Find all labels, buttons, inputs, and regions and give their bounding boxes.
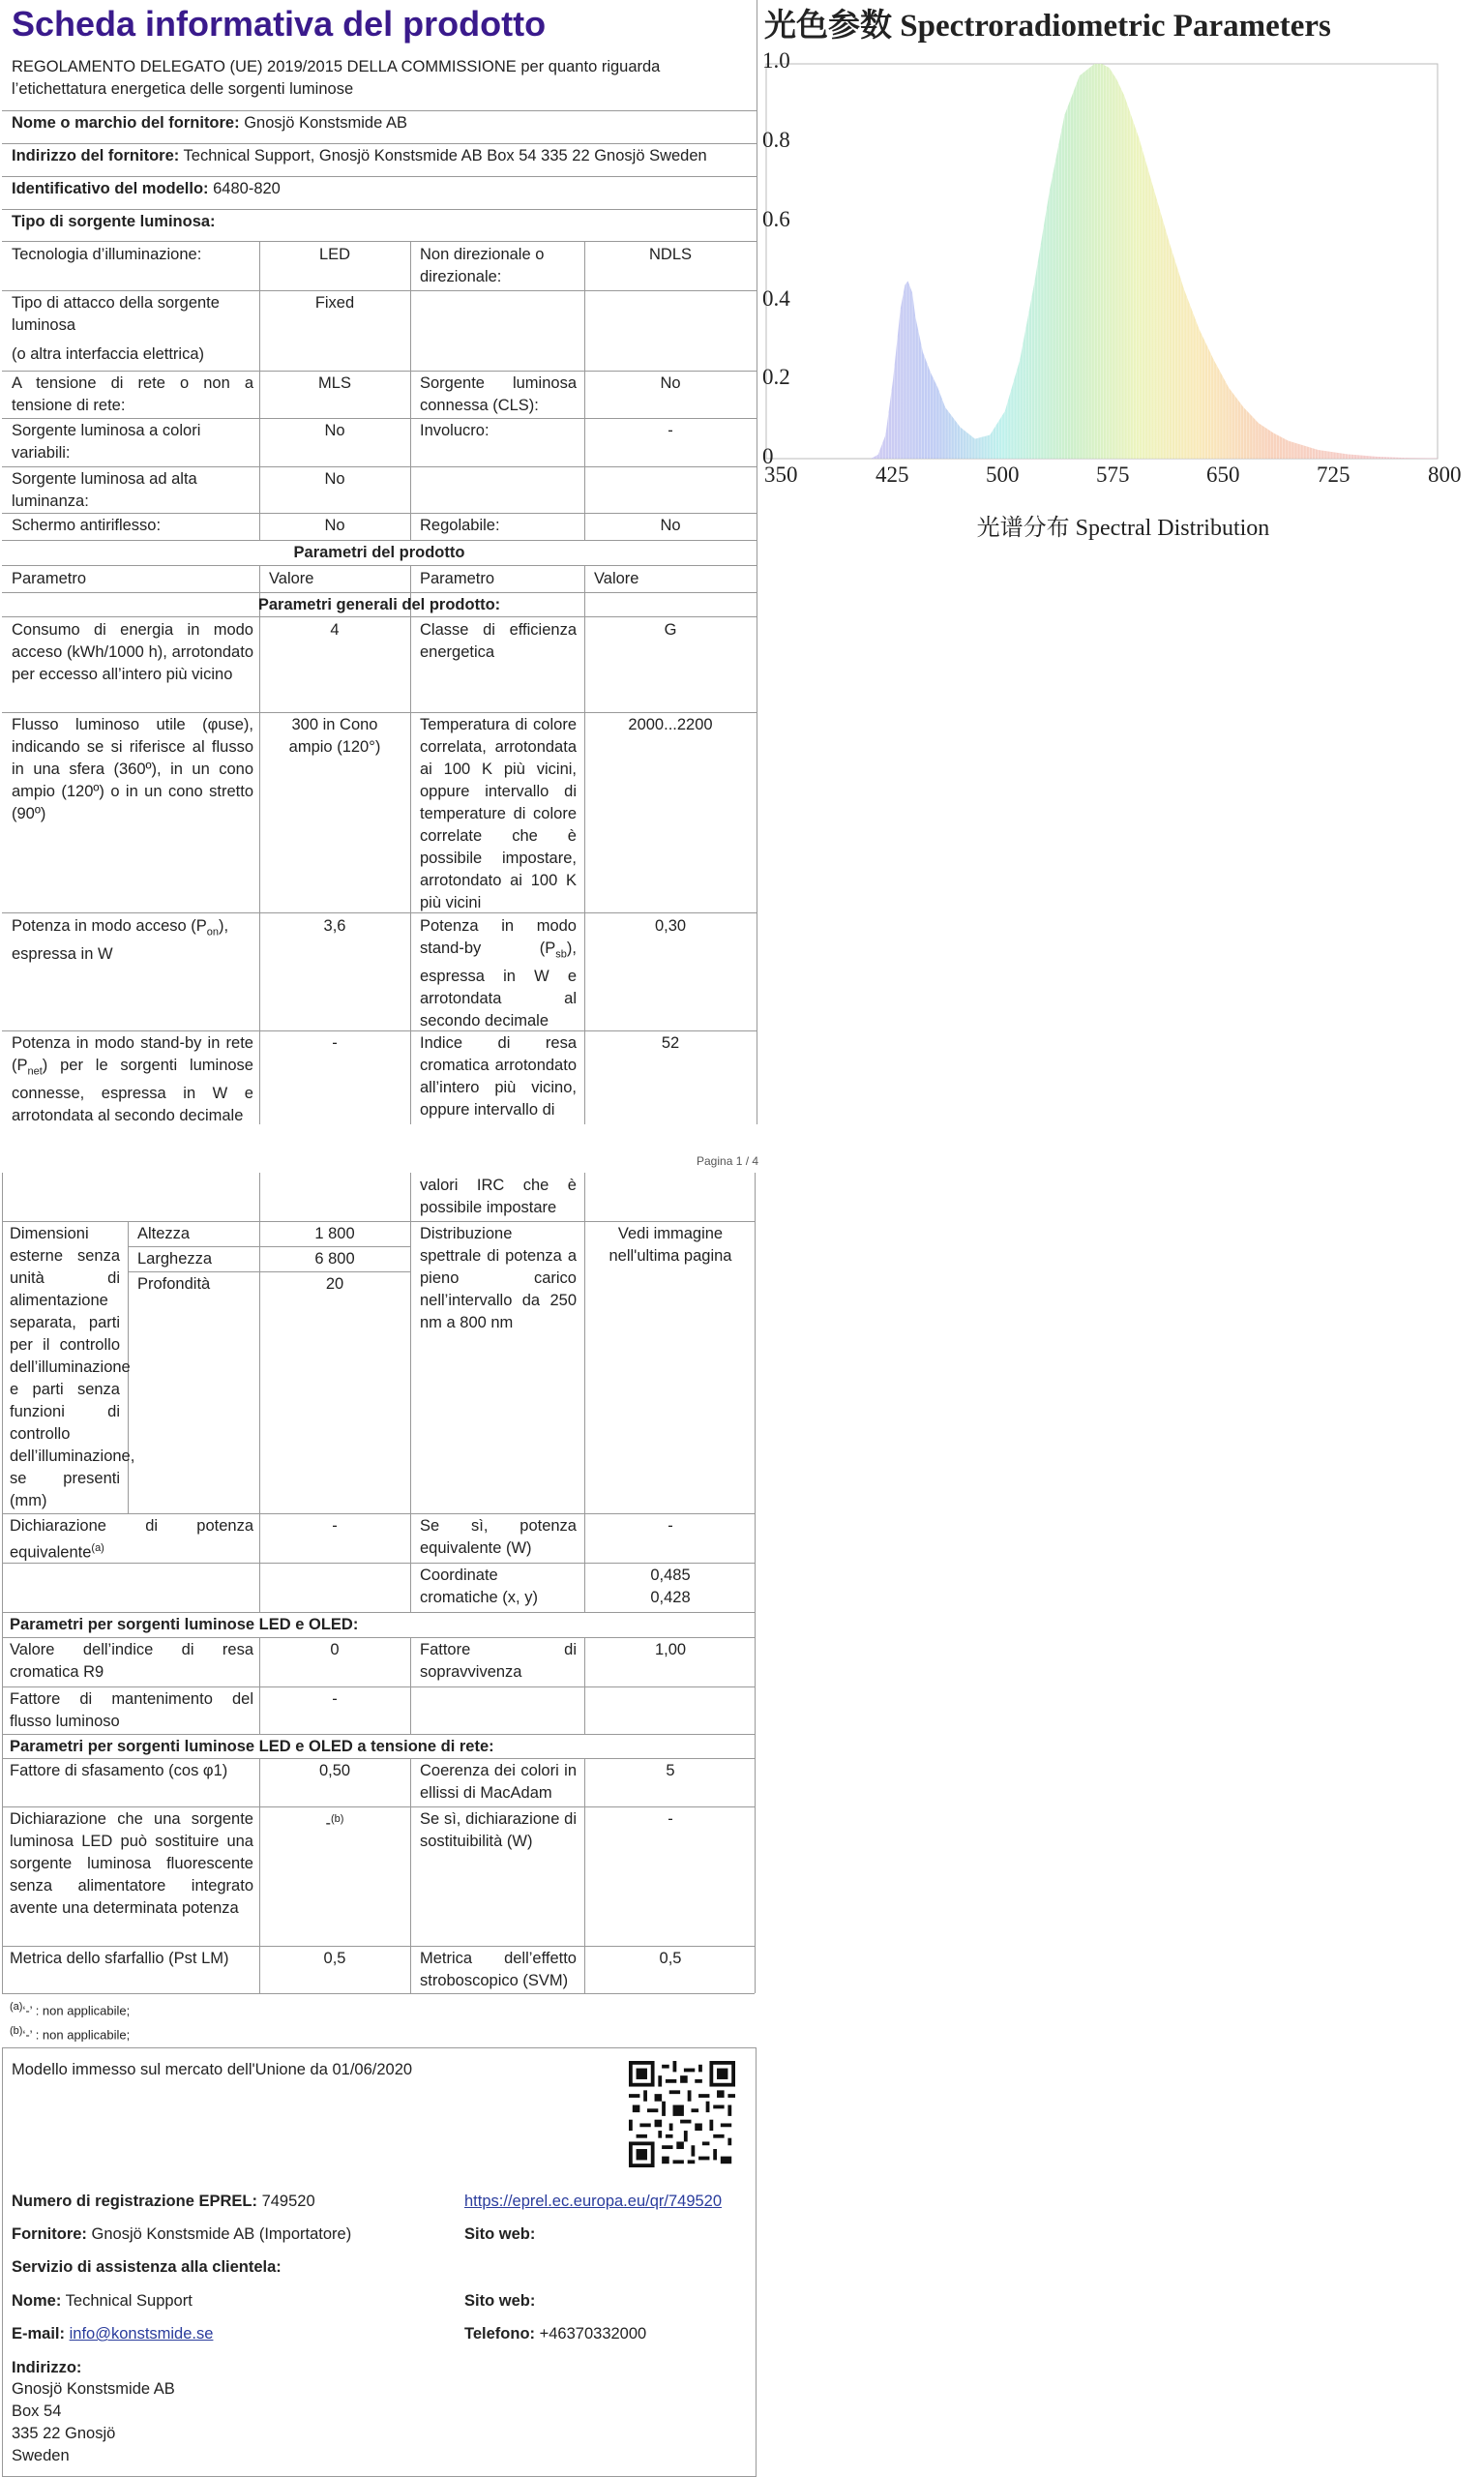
- maintenance-label: Fattore di mantenimento del flusso luminoso: [10, 1690, 253, 1730]
- supplier-address-value: Technical Support, Gnosjö Konstsmide AB Box 54 335 22 Gnosjö Sweden: [183, 147, 707, 164]
- chart-title: 光色参数 Spectroradiometric Parameters: [764, 9, 1331, 44]
- cap-label: Tipo di attacco della sorgente luminosa: [12, 294, 220, 334]
- contact-name-row: [12, 2290, 193, 2313]
- supplier-row: [12, 2223, 351, 2246]
- y-tick-0.4: 0.4: [762, 286, 790, 311]
- high-luminance-value: No: [324, 470, 345, 488]
- on-power-value: 3,6: [323, 917, 346, 935]
- colour-label: Sorgente luminosa a colori variabili:: [12, 422, 201, 462]
- macadam-value: 5: [666, 1762, 675, 1779]
- y-tick-0.2: 0.2: [762, 365, 790, 389]
- width-value: 6 800: [314, 1250, 355, 1268]
- replacement-value: -$^{(b)}$: [325, 1813, 344, 1833]
- r9-value: 0: [330, 1641, 340, 1658]
- supplier-name-value: Gnosjö Konstsmide AB: [244, 114, 407, 132]
- cap-value: Fixed: [314, 294, 355, 312]
- email-label: E-mail:: [12, 2325, 66, 2343]
- survival-label: Fattore di sopravvivenza: [420, 1641, 577, 1681]
- maintenance-value: -: [332, 1690, 338, 1708]
- mains-value: MLS: [318, 374, 351, 392]
- high-luminance-label: Sorgente luminosa ad alta luminanza:: [12, 470, 197, 510]
- x-tick-800: 800: [1428, 463, 1462, 487]
- address-line-1: Gnosjö Konstsmide AB: [12, 2380, 175, 2398]
- flicker-value: 0,5: [323, 1950, 346, 1967]
- tech-value: LED: [318, 246, 351, 263]
- dimmable-label: Regolabile:: [420, 517, 500, 534]
- chromaticity-label: Coordinate cromatiche (x, y): [420, 1567, 538, 1606]
- flicker-label: Metrica dello sfarfallio (Pst LM): [10, 1950, 229, 1967]
- tech-label: Tecnologia d’illuminazione:: [12, 246, 202, 263]
- cri-label-continued: valori IRC che è possibile impostare: [420, 1177, 577, 1216]
- cap-label-note: (o altra interfaccia elettrica): [12, 345, 204, 363]
- cri-label: Indice di resa cromatica arrotondato all’intero più vicino, oppure intervallo di: [420, 1034, 577, 1119]
- replacement-label: Dichiarazione che una sorgente luminosa LED può sostituire una sorgente luminosa fluorescente senza alimentatore integrato avente una determinata potenza: [10, 1810, 253, 1917]
- cls-label: Sorgente luminosa connessa (CLS):: [420, 374, 577, 414]
- phone-value: +46370332000: [539, 2325, 647, 2343]
- y-tick-0: 0: [762, 444, 774, 468]
- market-date: Modello immesso sul mercato dell'Unione da 01/06/2020: [12, 2061, 413, 2078]
- col-header-value-2: Valore: [594, 570, 639, 587]
- glare-label: Schermo antiriflesso:: [12, 517, 162, 534]
- supplier-address-label: Indirizzo del fornitore:: [12, 147, 180, 164]
- x-tick-650: 650: [1206, 463, 1240, 487]
- email-link[interactable]: info@konstsmide.se: [69, 2325, 214, 2343]
- equivalent-power-value: -: [668, 1517, 673, 1535]
- directional-value: NDLS: [648, 246, 692, 263]
- model-value: 6480-820: [213, 180, 281, 197]
- supplier-name-label: Nome o marchio del fornitore:: [12, 114, 240, 132]
- glare-value: No: [324, 517, 345, 534]
- regulation-subtitle: REGOLAMENTO DELEGATO (UE) 2019/2015 DELLA COMMISSIONE per quanto riguarda l’etichettatura energetica delle sorgenti luminose: [12, 58, 661, 98]
- product-sheet-page-1: [2, 0, 757, 1124]
- flux-label: Flusso luminoso utile (φuse), indicando se si riferisce al flusso in una sfera (360º), in un cono ampio (120º) o in un cono stretto (90º): [12, 716, 253, 822]
- networked-standby-label: Potenza in modo stand-by in rete $(P_{net})$ per le sorgenti luminose connesse, espressa in W e arrotondata al secondo decimale: [12, 1034, 253, 1124]
- colour-value: No: [324, 422, 345, 439]
- contact-name-value: Technical Support: [65, 2292, 193, 2310]
- standby-power-label: Potenza in modo stand-by $(P_{sb})$, espressa in W e arrotondata al secondo decimale: [420, 917, 577, 1030]
- cls-value: No: [660, 374, 681, 392]
- spectral-chart: [762, 0, 1484, 552]
- page-title: Scheda informativa del prodotto: [12, 4, 547, 44]
- y-tick-0.8: 0.8: [762, 128, 790, 152]
- eprel-link[interactable]: https://eprel.ec.europa.eu/qr/749520: [464, 2193, 723, 2210]
- phone-label: Telefono:: [464, 2325, 536, 2343]
- website-label: Sito web:: [464, 2225, 536, 2243]
- phone-row: [464, 2323, 646, 2345]
- width-label: Larghezza: [137, 1250, 213, 1268]
- height-value: 1 800: [314, 1225, 355, 1242]
- mains-label: A tensione di rete o non a tensione di rete:: [12, 374, 253, 414]
- qr-code-icon: [629, 2061, 735, 2167]
- y-tick-0.6: 0.6: [762, 207, 790, 231]
- power-factor-value: 0,50: [318, 1762, 351, 1779]
- macadam-label: Coerenza dei colori in ellissi di MacAdam: [420, 1762, 577, 1802]
- email-row: [12, 2323, 213, 2345]
- depth-value: 20: [325, 1275, 344, 1293]
- customer-service-title: Servizio di assistenza alla clientela:: [12, 2258, 282, 2276]
- dimmable-value: No: [660, 517, 681, 534]
- replacement-watt-label: Se sì, dichiarazione di sostituibilità (W): [420, 1810, 577, 1850]
- supplier-label: Fornitore:: [12, 2225, 87, 2243]
- website-label-2: Sito web:: [464, 2292, 536, 2310]
- page-number: Pagina 1 / 4: [697, 1154, 759, 1168]
- equivalence-value: -: [332, 1517, 338, 1535]
- address-line-4: Sweden: [12, 2447, 70, 2464]
- eprel-row: [12, 2191, 315, 2213]
- contact-name-label: Nome:: [12, 2292, 62, 2310]
- energy-class-label: Classe di efficienza energetica: [420, 621, 577, 661]
- eprel-value: 749520: [261, 2193, 315, 2210]
- x-tick-575: 575: [1096, 463, 1130, 487]
- replacement-watt-value: -: [668, 1810, 673, 1828]
- equivalent-power-label: Se sì, potenza equivalente (W): [420, 1517, 577, 1557]
- r9-label: Valore dell’indice di resa cromatica R9: [10, 1641, 253, 1681]
- envelope-label: Involucro:: [420, 422, 490, 439]
- col-header-param-2: Parametro: [420, 570, 495, 587]
- address-line-2: Box 54: [12, 2402, 62, 2420]
- eprel-label: Numero di registrazione EPREL:: [12, 2193, 257, 2210]
- on-power-label: Potenza in modo acceso $(P_{on})$, espressa in W: [12, 917, 229, 964]
- spectrum-lines: [874, 64, 1405, 459]
- spectral-plot: [762, 0, 1484, 503]
- led-params-title: Parametri per sorgenti luminose LED e OLED:: [10, 1616, 359, 1633]
- address-label: Indirizzo:: [12, 2359, 82, 2376]
- product-params-title: Parametri del prodotto: [293, 544, 465, 561]
- survival-value: 1,00: [654, 1641, 687, 1658]
- stroboscopic-label: Metrica dell’effetto stroboscopico (SVM): [420, 1950, 577, 1989]
- flux-value: 300 in Cono ampio (120°): [288, 716, 381, 756]
- cri-value: 52: [661, 1034, 680, 1052]
- envelope-value: -: [668, 422, 673, 439]
- cct-value: 2000...2200: [628, 716, 713, 733]
- chromaticity-y: 0,428: [650, 1589, 691, 1606]
- standby-power-value: 0,30: [654, 917, 687, 935]
- spd-value: Vedi immagine nell'ultima pagina: [608, 1225, 732, 1265]
- networked-standby-value: -: [332, 1034, 338, 1052]
- model-label: Identificativo del modello:: [12, 180, 209, 197]
- depth-label: Profondità: [137, 1275, 211, 1293]
- x-tick-725: 725: [1317, 463, 1350, 487]
- energy-class-value: G: [664, 621, 677, 639]
- supplier-address-row: [12, 145, 707, 167]
- dimensions-label: Dimensioni esterne senza unità di alimentazione separata, parti per il controllo dell’illuminazione e parti senza funzioni di controllo dell’illuminazione, se presenti (mm): [10, 1225, 135, 1509]
- consumption-label: Consumo di energia in modo acceso (kWh/1000 h), arrotondato per eccesso all’intero più vicino: [12, 621, 253, 683]
- y-tick-1.0: 1.0: [762, 48, 790, 73]
- x-tick-500: 500: [986, 463, 1020, 487]
- address-line-3: 335 22 Gnosjö: [12, 2425, 116, 2442]
- col-header-value-1: Valore: [269, 570, 314, 587]
- stroboscopic-value: 0,5: [659, 1950, 682, 1967]
- consumption-value: 4: [330, 621, 340, 639]
- x-axis-label: 光谱分布 Spectral Distribution: [976, 516, 1270, 541]
- supplier-name-row: [12, 112, 407, 134]
- led-mains-title: Parametri per sorgenti luminose LED e OLED a tensione di rete:: [10, 1738, 494, 1755]
- chromaticity-x: 0,485: [650, 1567, 691, 1584]
- supplier-value: Gnosjö Konstsmide AB (Importatore): [91, 2225, 352, 2243]
- x-tick-425: 425: [876, 463, 909, 487]
- equivalence-label: Dichiarazione di potenza equivalente$^{(a)}$: [10, 1517, 253, 1562]
- power-factor-label: Fattore di sfasamento (cos φ1): [10, 1762, 228, 1779]
- light-source-type-label: Tipo di sorgente luminosa:: [12, 213, 216, 230]
- directional-label: Non direzionale o direzionale:: [420, 246, 545, 285]
- spd-label: Distribuzione spettrale di potenza a pieno carico nell’intervallo da 250 nm a 800 nm: [420, 1225, 577, 1331]
- model-row: [12, 178, 281, 200]
- x-tick-350: 350: [764, 463, 798, 487]
- general-params-title: Parametri generali del prodotto:: [257, 596, 501, 613]
- note-b: $^{(b)}$‘-’ : non applicabile;: [10, 2025, 131, 2043]
- cct-label: Temperatura di colore correlata, arrotondata ai 100 K più vicini, oppure intervallo di temperature di colore correlate che è possibile impostare, arrotondato ai 100 K più vicini: [420, 716, 577, 911]
- note-a: $^{(a)}$‘-’ : non applicabile;: [10, 2001, 131, 2018]
- col-header-param-1: Parametro: [12, 570, 87, 587]
- height-label: Altezza: [137, 1225, 191, 1242]
- product-sheet-page-2: [2, 1173, 757, 2477]
